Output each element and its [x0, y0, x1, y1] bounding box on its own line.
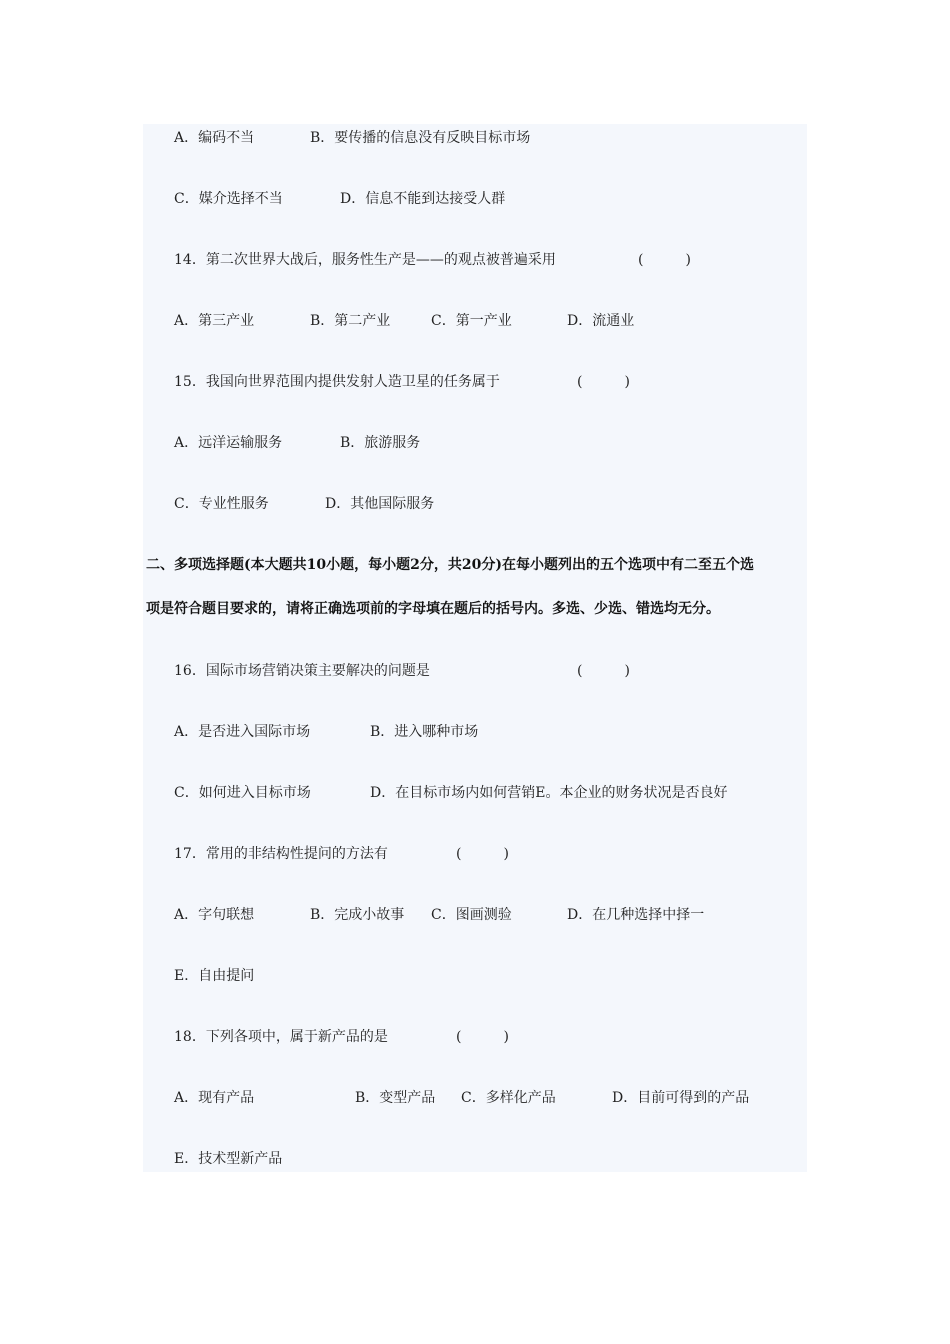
option-text: B．旅游服务: [340, 435, 421, 451]
option-text: B．第二产业: [310, 313, 391, 329]
question-text: 16．国际市场营销决策主要解决的问题是: [174, 663, 430, 679]
option-text: C．媒介选择不当: [174, 191, 283, 207]
option-text: B．完成小故事: [310, 907, 405, 923]
option-text: A．现有产品: [174, 1090, 255, 1106]
option-text: A．第三产业: [174, 313, 255, 329]
question-text: 17．常用的非结构性提问的方法有: [174, 846, 388, 862]
answer-bracket: ( ): [456, 1029, 509, 1045]
option-text: C．第一产业: [431, 313, 512, 329]
option-text: D．在目标市场内如何营销E。本企业的财务状况是否良好: [370, 785, 728, 801]
answer-bracket: ( ): [638, 252, 691, 268]
answer-bracket: ( ): [577, 374, 630, 390]
question-text: 18．下列各项中，属于新产品的是: [174, 1029, 388, 1045]
option-text: A．远洋运输服务: [174, 435, 283, 451]
option-text: D．其他国际服务: [325, 496, 435, 512]
option-text: B．进入哪种市场: [370, 724, 479, 740]
option-text: A．字句联想: [174, 907, 255, 923]
option-text: D．目前可得到的产品: [612, 1090, 750, 1106]
option-text: C．如何进入目标市场: [174, 785, 311, 801]
option-text: C．多样化产品: [461, 1090, 556, 1106]
section-heading-line2: 项是符合题目要求的，请将正确选项前的字母填在题后的括号内。多选、少选、错选均无分。: [146, 601, 720, 617]
option-text: A．编码不当: [174, 130, 255, 146]
option-text: E．自由提问: [174, 968, 255, 984]
section-heading-line1: 二、多项选择题(本大题共10小题，每小题2分，共20分)在每小题列出的五个选项中有二至五个选: [146, 557, 754, 573]
option-text: B．变型产品: [355, 1090, 436, 1106]
option-text: D．在几种选择中择一: [567, 907, 705, 923]
option-text: B．要传播的信息没有反映目标市场: [310, 130, 531, 146]
answer-bracket: ( ): [577, 663, 630, 679]
option-text: C．图画测验: [431, 907, 512, 923]
question-text: 15．我国向世界范围内提供发射人造卫星的任务属于: [174, 374, 500, 390]
option-text: C．专业性服务: [174, 496, 269, 512]
option-text: D．流通业: [567, 313, 635, 329]
option-text: A．是否进入国际市场: [174, 724, 311, 740]
question-text: 14．第二次世界大战后，服务性生产是——的观点被普遍采用: [174, 252, 556, 268]
answer-bracket: ( ): [456, 846, 509, 862]
option-text: D．信息不能到达接受人群: [340, 191, 506, 207]
document-panel: [143, 124, 807, 1172]
option-text: E．技术型新产品: [174, 1151, 283, 1167]
